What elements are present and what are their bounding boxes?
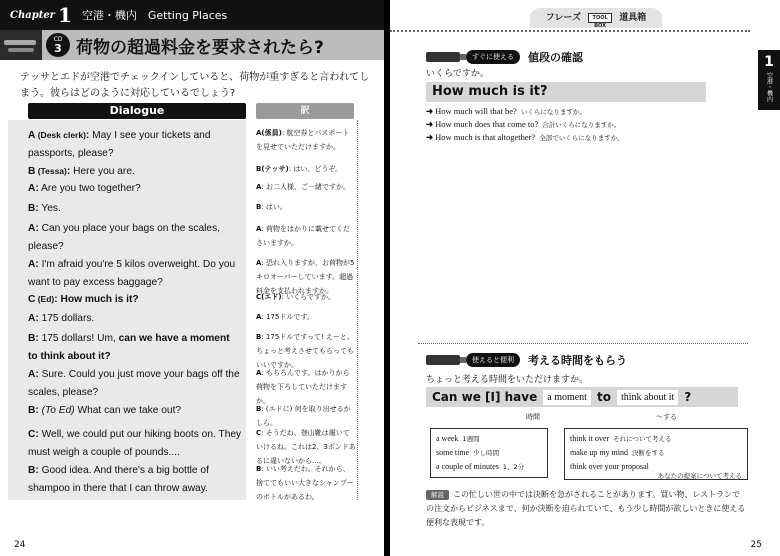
- dialogue-line: B (Tessa): Here you are.: [28, 166, 135, 177]
- dialogue-text: Are you two together?: [38, 183, 141, 194]
- key-expression: How much is it?: [60, 294, 139, 305]
- translation-line: C(エド): いくらですか。: [256, 293, 336, 301]
- dialogue-line: A: 175 dollars.: [28, 313, 95, 324]
- key-expression: can we have a moment to think about it?: [28, 333, 230, 362]
- action-option: think over your proposal: [570, 462, 649, 471]
- page-number-right: 25: [750, 540, 762, 550]
- right-page: [390, 0, 780, 556]
- speaker-letter: B: [28, 405, 36, 416]
- translation-line: A: 175ドルです。: [256, 313, 314, 321]
- dialogue-text: Good idea. And there's a big bottle of shampoo in there that I can throw away.: [28, 465, 209, 494]
- tools-icon: [0, 30, 42, 60]
- dialogue-text: May I see your tickets and passports, please?: [28, 130, 211, 159]
- translation-line: B: はい。: [256, 203, 287, 211]
- section1-title: 値段の確認: [528, 51, 583, 64]
- translation-header: 訳: [256, 103, 354, 119]
- commentary-pill: 解説: [426, 490, 449, 500]
- speaker-role: (Ed): [35, 294, 55, 304]
- side-tab-text: 空港・機内: [765, 72, 773, 102]
- dialogue-text: 175 dollars.: [38, 313, 95, 324]
- page-number-left: 24: [14, 540, 26, 550]
- section2-heading: [426, 352, 627, 368]
- key-end: ?: [684, 390, 692, 404]
- section2-subtitle: ちょっと考える時間をいただけますか。: [426, 375, 589, 385]
- dialogue-text: I'm afraid you're 5 kilos overweight. Do you want to pay excess baggage?: [28, 259, 236, 288]
- translation-line: B(テッサ): はい、どうぞ。: [256, 165, 343, 173]
- section2-pill: 使えると便利: [466, 353, 520, 367]
- section2-key-phrase: [426, 387, 738, 407]
- example-3: ➜ How much is that altogether? 全部でいくらになりますか。: [426, 132, 624, 142]
- dialogue-text: Yes.: [38, 203, 61, 214]
- phrase-tab-label: フレーズ: [545, 13, 581, 23]
- dialogue-line: A: Can you place your bags on the scales, please?: [28, 223, 220, 252]
- speaker-letter: A: [28, 259, 36, 270]
- action-options-box: [564, 428, 748, 480]
- screwdriver-icon: [426, 52, 460, 62]
- dialogue-line: A: Are you two together?: [28, 183, 141, 194]
- chapter-header: [0, 0, 384, 30]
- translation-line: A: 恐れ入りますが、お荷物が5キロオーバーしています。超過料金を支払われますか。: [256, 259, 355, 295]
- speaker-letter: A: [28, 313, 36, 324]
- dialogue-text: Here you are.: [70, 166, 135, 177]
- lesson-title: 荷物の超過料金を要求されたら?: [76, 37, 324, 58]
- action-option: make up my mind 決断をする: [570, 448, 665, 457]
- speaker-letter: A: [28, 130, 36, 141]
- cd-label: CD: [53, 35, 63, 43]
- speaker-letter: B: [28, 465, 36, 476]
- dialogue-line: B: Good idea. And there's a big bottle of shampoo in there that I can throw away.: [28, 465, 209, 494]
- translation-line: C: そうだね、登山靴は履いていけるね。これは2、3ポンドあるに違いないから…。: [256, 429, 356, 465]
- speaker-letter: A: [28, 183, 36, 194]
- dialogue-line: C (Ed): How much is it?: [28, 294, 139, 305]
- time-option: a week 1週間: [436, 434, 480, 443]
- section1-key-phrase: How much is it?: [426, 82, 706, 102]
- speaker-letter: C: [28, 294, 36, 305]
- cd-track-badge: [46, 33, 70, 57]
- dialogue-text: What can we take out?: [74, 405, 182, 416]
- left-page: [0, 0, 384, 556]
- label-time: 時間: [526, 413, 540, 421]
- dialogue-line: B: 175 dollars! Um, can we have a moment to think about it?: [28, 333, 230, 362]
- dotted-divider-top: [390, 30, 750, 32]
- speaker-letter: A: [28, 369, 36, 380]
- toolbox-tab-label: 道具箱: [619, 13, 647, 23]
- action-option-last-jp: あなたの提案について考える: [657, 472, 742, 480]
- dialogue-text: Sure. Could you just move your bags off the scales, please?: [28, 369, 240, 398]
- dialogue-text: 175 dollars! Um,: [38, 333, 119, 344]
- phrase-toolbox-tab: [530, 8, 662, 28]
- translation-line: A(係員): 航空券とパスポートを見せていただけますか。: [256, 129, 350, 151]
- toolbox-icon: TOOL BOX: [588, 13, 612, 23]
- dialogue-header: Dialogue: [28, 103, 246, 119]
- section2-title: 考える時間をもらう: [528, 354, 627, 367]
- action-option: think it over それについて考える: [570, 434, 672, 443]
- chapter-number: 1: [57, 3, 72, 27]
- example-2: ➜ How much does that come to? 合計いくらになりますか。: [426, 119, 621, 129]
- dialogue-text: Well, we could put our hiking boots on. They must weigh a couple of pounds....: [28, 429, 242, 458]
- dialogue-line: A: Sure. Could you just move your bags off the scales, please?: [28, 369, 240, 398]
- key-start: Can we [I] have: [432, 390, 538, 404]
- translation-line: A: もちろんです。はかりから荷物を下ろしていただけますか。: [256, 369, 350, 405]
- side-tab-number: 1: [764, 54, 774, 70]
- speaker-letter: B: [28, 166, 36, 177]
- arrow-icon: ➜: [426, 119, 434, 129]
- dialogue-line: B: (To Ed) What can we take out?: [28, 405, 182, 416]
- drill-icon: [426, 355, 460, 365]
- stage-direction: (To Ed): [38, 405, 75, 416]
- dialogue-line: B: Yes.: [28, 203, 61, 214]
- speaker-letter: B: [28, 203, 36, 214]
- commentary-text: この忙しい世の中では決断を急がされることがあります。買い物、レストランでの注文からビジネスまで、何か決断を迫られていて、もう少し時間が欲しいときに使える便利な表現です。: [426, 490, 746, 527]
- translation-line: A: 荷物をはかりに載せてくださいますか。: [256, 225, 351, 247]
- section1-subtitle: いくらですか。: [426, 69, 489, 79]
- time-option: some time 少し時間: [436, 448, 500, 457]
- dialogue-line: A (Desk clerk): May I see your tickets and passports, please?: [28, 130, 211, 159]
- arrow-icon: ➜: [426, 106, 434, 116]
- lesson-title-row: [0, 30, 324, 60]
- dialogue-line: A: I'm afraid you're 5 kilos overweight. Do you want to pay excess baggage?: [28, 259, 236, 288]
- time-options-box: [430, 428, 548, 478]
- chapter-title: 空港・機内 Getting Places: [81, 9, 228, 22]
- slot-time: a moment: [543, 390, 591, 405]
- slot-action: think about it: [617, 390, 678, 405]
- label-do: ～する: [656, 413, 677, 421]
- cd-track-number: 3: [54, 41, 62, 55]
- chapter-side-tab: [758, 50, 780, 110]
- speaker-role: (Desk clerk): [35, 130, 86, 140]
- speaker-role: (Tessa): [35, 166, 67, 176]
- intro-text: テッサとエドが空港でチェックインしていると、荷物が重すぎると言われてしまう。彼らはどのように対応しているでしょう?: [20, 72, 370, 99]
- key-mid: to: [596, 390, 611, 404]
- example-1: ➜ How much will that be? いくらになりますか。: [426, 106, 586, 116]
- commentary: [426, 488, 746, 530]
- section1-pill: すぐに使える: [466, 50, 520, 64]
- section1-heading: [426, 49, 583, 65]
- translation-line: B: いい考えだわ。それから、捨ててもいい大きなシャンプーのボトルがあるわ。: [256, 465, 354, 501]
- dialogue-text: Can you place your bags on the scales, please?: [28, 223, 220, 252]
- dialogue-line: C: Well, we could put our hiking boots on. They must weigh a couple of pounds....: [28, 429, 242, 458]
- arrow-icon: ➜: [426, 132, 434, 142]
- speaker-letter: A: [28, 223, 36, 234]
- translation-line: B: 175ドルですって! えーと、ちょっと考えさせてもらってもいいですか。: [256, 333, 354, 369]
- translation-line: A: お二人様、ご一緒ですか。: [256, 183, 351, 191]
- speaker-letter: C: [28, 429, 36, 440]
- time-option: a couple of minutes 1、2分: [436, 462, 525, 471]
- speaker-letter: B: [28, 333, 36, 344]
- chapter-word: Chapter: [10, 9, 55, 21]
- translation-line: B: (エドに) 何を取り出せるかしら。: [256, 405, 351, 427]
